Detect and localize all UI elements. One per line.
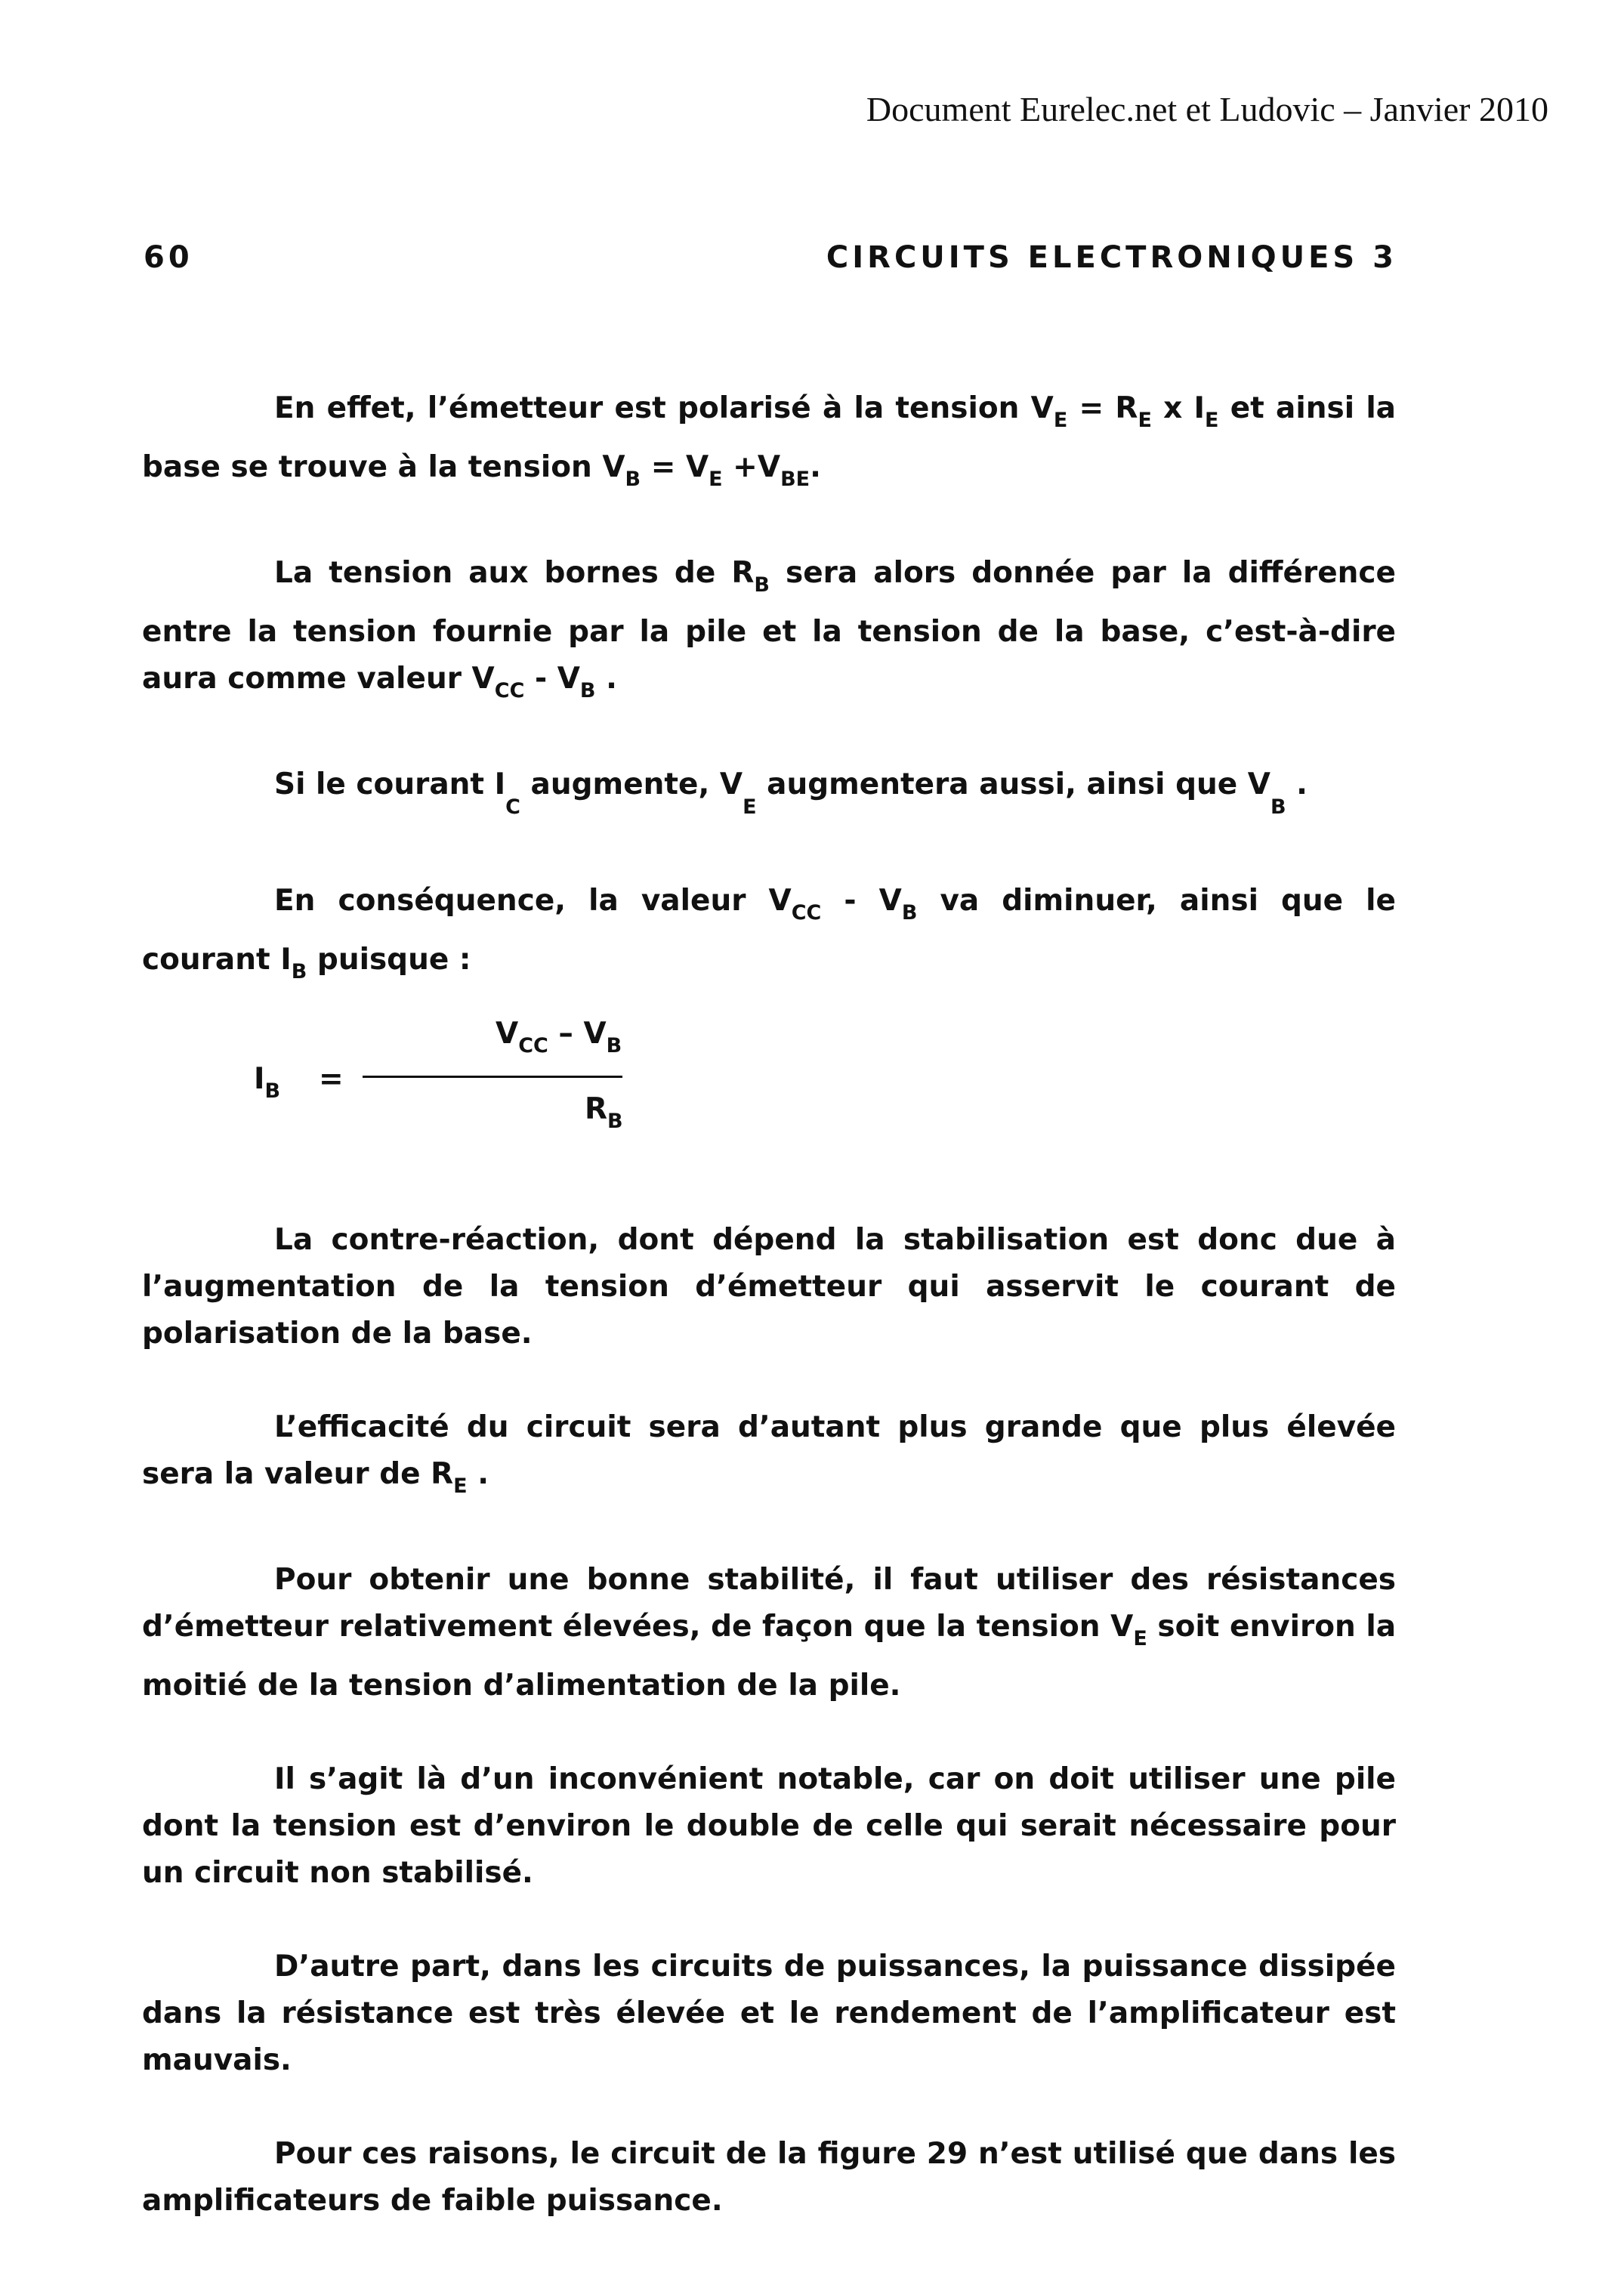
- subscript: B: [606, 1034, 622, 1057]
- text-run: = R: [1067, 391, 1138, 425]
- subscript: CC: [518, 1034, 548, 1057]
- base-current-formula: [254, 1011, 1396, 1143]
- paragraph-rb-voltage: [142, 550, 1396, 715]
- subscript: CC: [791, 901, 822, 925]
- text-run: sera alors donnée par la différence entre la tension fournie par la pile et la tension de la base, c’est-à-dire aura comme valeur V: [142, 556, 1396, 696]
- formula-equals: =: [319, 1062, 344, 1096]
- text-run: La tension aux bornes de R: [274, 556, 755, 590]
- subscript: B: [264, 1079, 281, 1103]
- text-run: .: [810, 450, 821, 484]
- text-run: R: [585, 1092, 608, 1126]
- text-run: .: [595, 662, 617, 696]
- formula-numerator: [496, 1011, 622, 1070]
- subscript: B: [1270, 795, 1286, 819]
- subscript: B: [901, 901, 918, 925]
- paragraph-power-circuits: D’autre part, dans les circuits de puissances, la puissance dissipée dans la résistance est très élevée et le rendement de l’amplificateur est mauvais.: [142, 1950, 1396, 2077]
- paragraph-stability: [142, 1557, 1396, 1709]
- text-run: augmentera aussi, ainsi que V: [756, 767, 1270, 801]
- subscript: BE: [780, 468, 810, 491]
- subscript: E: [709, 468, 723, 491]
- text-run: L’efficacité du circuit sera d’autant plus grande que plus élevée sera la valeur de R: [142, 1410, 1396, 1491]
- subscript: B: [579, 679, 596, 702]
- text-run: - V: [821, 884, 902, 918]
- subscript: CC: [494, 679, 525, 702]
- paragraph-efficiency: [142, 1404, 1396, 1510]
- subscript: E: [1138, 409, 1152, 432]
- text-run: +V: [722, 450, 781, 484]
- text-run: et ainsi la base se trouve à la tension V: [142, 391, 1397, 484]
- document-credit: Document Eurelec.net et Ludovic – Janvier 2010: [866, 90, 1548, 128]
- text-run: .: [1286, 767, 1308, 801]
- subscript: E: [1205, 409, 1219, 432]
- formula-denominator: [585, 1086, 623, 1145]
- subscript: E: [453, 1474, 468, 1498]
- formula-lhs: [254, 1056, 280, 1115]
- subscript: B: [625, 468, 641, 491]
- subscript: B: [754, 573, 770, 597]
- text-run: Pour obtenir une bonne stabilité, il faut utiliser des résistances d’émetteur relativement élevées, de façon que la tension V: [142, 1563, 1396, 1644]
- text-run: va diminuer, ainsi que le courant I: [142, 884, 1396, 977]
- page-body: [142, 385, 1396, 2225]
- text-run: = V: [641, 450, 709, 484]
- paragraph-conclusion: Pour ces raisons, le circuit de la figure 29 n’est utilisé que dans les amplificateurs de faible puissance.: [142, 2137, 1396, 2218]
- text-run: augmente, V: [520, 767, 743, 801]
- paragraph-drawback: Il s’agit là d’un inconvénient notable, car on doit utiliser une pile dont la tension est d’environ le double de celle qui serait nécessaire pour un circuit non stabilisé.: [142, 1762, 1396, 1890]
- paragraph-feedback: La contre-réaction, dont dépend la stabilisation est donc due à l’augmentation de la tension d’émetteur qui asservit le courant de polarisation de la base.: [142, 1223, 1396, 1351]
- text-run: .: [467, 1457, 489, 1491]
- text-run: soit environ la moitié de la tension d’alimentation de la pile.: [142, 1610, 1397, 1703]
- subscript: E: [1133, 1627, 1147, 1650]
- text-run: V: [496, 1017, 519, 1051]
- text-run: I: [254, 1062, 265, 1096]
- subscript: E: [743, 795, 757, 819]
- text-run: En effet, l’émetteur est polarisé à la tension V: [274, 391, 1054, 425]
- running-title: CIRCUITS ELECTRONIQUES 3: [826, 240, 1397, 275]
- subscript: E: [1053, 409, 1068, 432]
- paragraph-current-increase: [142, 761, 1396, 831]
- text-run: - V: [524, 662, 580, 696]
- fraction-bar: [363, 1076, 622, 1078]
- text-run: puisque :: [307, 943, 471, 977]
- text-run: Si le courant I: [274, 767, 506, 801]
- paragraph-consequence: [142, 878, 1396, 996]
- running-header: [144, 240, 1397, 275]
- subscript: C: [505, 795, 520, 819]
- page-number: 60: [144, 240, 193, 275]
- text-run: En conséquence, la valeur V: [274, 884, 792, 918]
- subscript: B: [291, 960, 307, 983]
- text-run: – V: [548, 1017, 607, 1051]
- subscript: B: [607, 1110, 623, 1133]
- paragraph-emitter-polarization: [142, 385, 1396, 503]
- text-run: x I: [1151, 391, 1206, 425]
